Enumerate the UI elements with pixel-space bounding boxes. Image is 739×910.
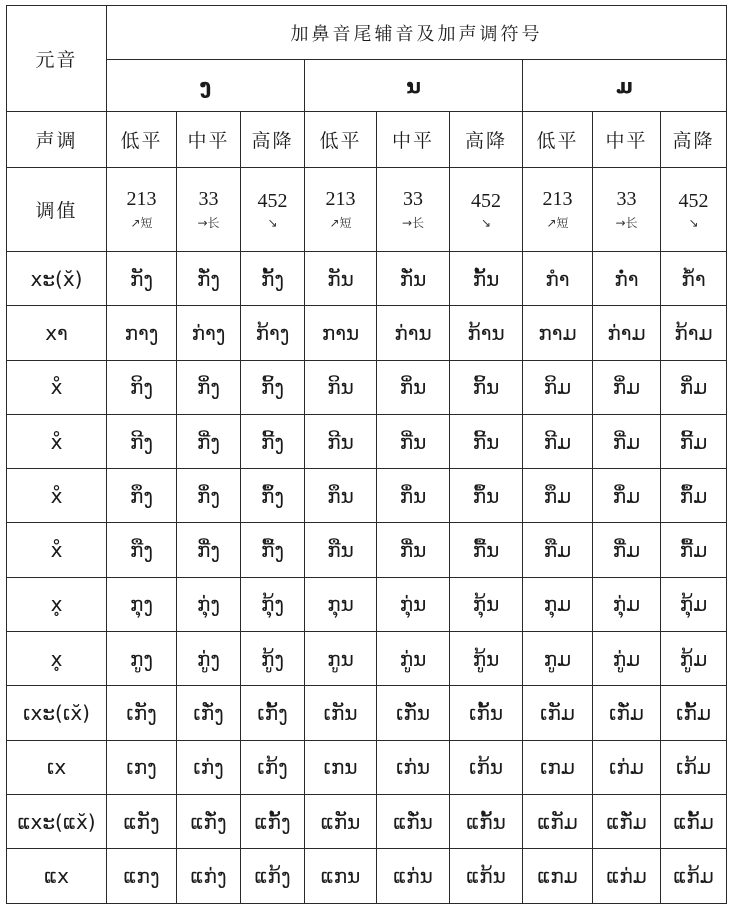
final-header-m: ມ <box>523 60 727 112</box>
syllable-table <box>6 5 727 904</box>
syllable-cell: ເກັ່ມ <box>593 686 661 740</box>
tone-value-cell <box>107 168 177 252</box>
syllable-cell: ກຶມ <box>523 469 593 523</box>
syllable-cell: ກິ່ນ <box>377 360 450 414</box>
vowel-cell: x̥ <box>7 577 107 631</box>
tone-name-cell: 中平 <box>593 112 661 168</box>
syllable-cell: ກຶ້ມ <box>661 469 727 523</box>
tone-name-cell: 高降 <box>450 112 523 168</box>
syllable-cell: ກຶ່ນ <box>377 469 450 523</box>
syllable-cell: ກ້ໍາ <box>661 252 727 306</box>
tone-value-number: 452 <box>678 189 709 212</box>
vowel-cell: x̊ <box>7 523 107 577</box>
tone-value-cell <box>377 168 450 252</box>
table-row <box>7 523 727 577</box>
syllable-cell: ກີ່ນ <box>377 414 450 468</box>
table-title: 加鼻音尾辅音及加声调符号 <box>107 6 727 60</box>
table-row <box>7 740 727 794</box>
tone-name-cell: 高降 <box>241 112 305 168</box>
syllable-cell: ກັ່ງ <box>177 252 241 306</box>
syllable-cell: ກີນ <box>305 414 377 468</box>
syllable-cell: ເກັ້ງ <box>241 686 305 740</box>
syllable-cell: ເກັມ <box>523 686 593 740</box>
syllable-cell: ກຸ້ງ <box>241 577 305 631</box>
syllable-cell: ກູນ <box>305 632 377 686</box>
table-row <box>7 794 727 848</box>
table-row <box>7 577 727 631</box>
vowel-cell: xາ <box>7 306 107 360</box>
tone-name-cell: 中平 <box>177 112 241 168</box>
syllable-cell: ກ້ານ <box>450 306 523 360</box>
syllable-cell: ກືນ <box>305 523 377 577</box>
syllable-cell: ເກັ້ມ <box>661 686 727 740</box>
tone-name-cell: 高降 <box>661 112 727 168</box>
table-row <box>7 414 727 468</box>
syllable-cell: ກຶ້ງ <box>241 469 305 523</box>
syllable-cell: ກື່ນ <box>377 523 450 577</box>
syllable-cell: ແກັ້ນ <box>450 794 523 848</box>
syllable-cell: ກີ້ນ <box>450 414 523 468</box>
syllable-cell: ກູ້ນ <box>450 632 523 686</box>
tone-value-cell <box>593 168 661 252</box>
table-row <box>7 686 727 740</box>
final-header-ng: ງ <box>107 60 305 112</box>
syllable-cell: ແກມ <box>523 849 593 903</box>
syllable-cell: ແກັ່ງ <box>177 794 241 848</box>
tone-contour-symbol: →长 <box>615 216 638 230</box>
syllable-cell: ເກມ <box>523 740 593 794</box>
syllable-cell: ແກນ <box>305 849 377 903</box>
syllable-cell: ກ່ານ <box>377 306 450 360</box>
tone-value-cell <box>177 168 241 252</box>
tone-row-label: 声调 <box>7 112 107 168</box>
syllable-cell: ກູມ <box>523 632 593 686</box>
syllable-cell: ກູ່ງ <box>177 632 241 686</box>
syllable-cell: ກ້າມ <box>661 306 727 360</box>
syllable-cell: ແກ່ງ <box>177 849 241 903</box>
table-row <box>7 360 727 414</box>
vowel-cell: x̊ <box>7 469 107 523</box>
tone-value-number: 213 <box>126 188 157 210</box>
syllable-cell: ເກນ <box>305 740 377 794</box>
syllable-cell: ກີ່ມ <box>593 414 661 468</box>
tone-value-cell <box>661 168 727 252</box>
syllable-cell: ກຸ່ມ <box>593 577 661 631</box>
syllable-cell: ເກັງ <box>107 686 177 740</box>
syllable-cell: ແກ້ນ <box>450 849 523 903</box>
syllable-cell: ກິ່ມ <box>593 360 661 414</box>
table-row <box>7 632 727 686</box>
syllable-cell: ກີ້ງ <box>241 414 305 468</box>
syllable-cell: ເກັ່ງ <box>177 686 241 740</box>
tone-name-cell: 中平 <box>377 112 450 168</box>
syllable-cell: ແກງ <box>107 849 177 903</box>
syllable-cell: ກືມ <box>523 523 593 577</box>
syllable-cell: ກິ້ນ <box>450 360 523 414</box>
tone-contour-symbol: →长 <box>197 216 220 230</box>
syllable-cell: ເກັ້ນ <box>450 686 523 740</box>
tone-contour-symbol: ↘ <box>688 215 699 230</box>
syllable-cell: ກິ່ມ <box>661 360 727 414</box>
syllable-cell: ເກ່ນ <box>377 740 450 794</box>
tone-value-number: 33 <box>403 188 423 210</box>
syllable-cell: ກື່ງ <box>177 523 241 577</box>
syllable-cell: ກູ່ມ <box>593 632 661 686</box>
syllable-cell: ກຶ່ງ <box>177 469 241 523</box>
tone-value-row-label: 调值 <box>7 168 107 252</box>
syllable-cell: ເກ້ນ <box>450 740 523 794</box>
syllable-cell: ແກັງ <box>107 794 177 848</box>
tone-contour-symbol: ↘ <box>267 215 278 230</box>
syllable-cell: ກືງ <box>107 523 177 577</box>
syllable-cell: ກີ່ງ <box>177 414 241 468</box>
syllable-cell: ກຸມ <box>523 577 593 631</box>
syllable-cell: ກື້ນ <box>450 523 523 577</box>
tone-contour-symbol: ↗短 <box>130 216 153 230</box>
table-row <box>7 469 727 523</box>
syllable-cell: ແກັ້ມ <box>661 794 727 848</box>
syllable-cell: ແກັ່ນ <box>377 794 450 848</box>
syllable-cell: ກຶ້ນ <box>450 469 523 523</box>
syllable-cell: ແກ້ງ <box>241 849 305 903</box>
syllable-cell: ກຸງ <box>107 577 177 631</box>
syllable-cell: ກ້າງ <box>241 306 305 360</box>
tone-value-number: 213 <box>542 188 573 210</box>
syllable-cell: ກື້ງ <box>241 523 305 577</box>
syllable-cell: ກຸນ <box>305 577 377 631</box>
tone-value-number: 452 <box>257 189 288 212</box>
syllable-cell: ກິ່ງ <box>177 360 241 414</box>
tone-name-cell: 低平 <box>305 112 377 168</box>
syllable-cell: ເກງ <box>107 740 177 794</box>
syllable-cell: ແກ່ມ <box>593 849 661 903</box>
syllable-cell: ກິມ <box>523 360 593 414</box>
syllable-cell: ກິງ <box>107 360 177 414</box>
tone-value-cell <box>523 168 593 252</box>
tone-value-cell <box>241 168 305 252</box>
syllable-cell: ກຶນ <box>305 469 377 523</box>
vowel-cell: ເxະ(ເx̆) <box>7 686 107 740</box>
syllable-cell: ກ່ໍາ <box>593 252 661 306</box>
tone-value-number: 213 <box>325 188 356 210</box>
syllable-cell: ກາງ <box>107 306 177 360</box>
syllable-cell: ກາມ <box>523 306 593 360</box>
syllable-cell: ກີ້ມ <box>661 414 727 468</box>
vowel-cell: ແxະ(ແx̆) <box>7 794 107 848</box>
syllable-cell: ກູງ <box>107 632 177 686</box>
syllable-cell: ກື້ມ <box>661 523 727 577</box>
vowel-header-cell: 元音 <box>7 6 107 112</box>
syllable-cell: ກັນ <box>305 252 377 306</box>
syllable-cell: ການ <box>305 306 377 360</box>
tone-contour-symbol: ↘ <box>480 215 492 230</box>
syllable-cell: ແກ່ນ <box>377 849 450 903</box>
syllable-cell: ເກັ່ນ <box>377 686 450 740</box>
tone-name-cell: 低平 <box>523 112 593 168</box>
syllable-cell: ເກ່ງ <box>177 740 241 794</box>
tone-contour-symbol: ↗短 <box>546 216 569 230</box>
syllable-cell: ກຶ່ມ <box>593 469 661 523</box>
tone-value-number: 452 <box>471 189 501 212</box>
vowel-cell: ເx <box>7 740 107 794</box>
syllable-cell: ກັ້ນ <box>450 252 523 306</box>
syllable-cell: ກູ້ມ <box>661 632 727 686</box>
table-row <box>7 252 727 306</box>
vowel-cell: x̊ <box>7 414 107 468</box>
table-row <box>7 306 727 360</box>
syllable-cell: ກຸ້ມ <box>661 577 727 631</box>
syllable-cell: ກື່ມ <box>593 523 661 577</box>
syllable-cell: ກັ່ນ <box>377 252 450 306</box>
syllable-cell: ກັງ <box>107 252 177 306</box>
syllable-cell: ເກ້ງ <box>241 740 305 794</box>
syllable-cell: ກ່າມ <box>593 306 661 360</box>
vowel-cell: xະ(x̆) <box>7 252 107 306</box>
syllable-cell: ກຸ້ນ <box>450 577 523 631</box>
vowel-cell: x̥ <box>7 632 107 686</box>
syllable-cell: ກີມ <box>523 414 593 468</box>
syllable-cell: ເກ້ມ <box>661 740 727 794</box>
syllable-cell: ແກັ່ມ <box>593 794 661 848</box>
syllable-cell: ກໍາ <box>523 252 593 306</box>
final-header-n: ນ <box>305 60 523 112</box>
tone-value-cell <box>305 168 377 252</box>
tone-contour-symbol: ↗短 <box>329 216 352 230</box>
tone-contour-symbol: →长 <box>401 216 425 230</box>
tone-value-number: 33 <box>198 188 219 210</box>
vowel-cell: x̊ <box>7 360 107 414</box>
tone-value-number: 33 <box>616 188 637 210</box>
tone-value-cell <box>450 168 523 252</box>
syllable-cell: ກູ້ງ <box>241 632 305 686</box>
vowel-cell: ແx <box>7 849 107 903</box>
syllable-cell: ແກ້ມ <box>661 849 727 903</box>
syllable-cell: ກັ້ງ <box>241 252 305 306</box>
syllable-cell: ກິ້ງ <box>241 360 305 414</box>
syllable-cell: ກຶງ <box>107 469 177 523</box>
tone-name-cell: 低平 <box>107 112 177 168</box>
syllable-cell: ເກ່ມ <box>593 740 661 794</box>
syllable-cell: ແກັມ <box>523 794 593 848</box>
syllable-cell: ແກັນ <box>305 794 377 848</box>
syllable-cell: ກ່າງ <box>177 306 241 360</box>
syllable-cell: ກຸ່ນ <box>377 577 450 631</box>
syllable-cell: ກິນ <box>305 360 377 414</box>
syllable-cell: ກີງ <box>107 414 177 468</box>
syllable-cell: ແກັ້ງ <box>241 794 305 848</box>
syllable-cell: ກຸ່ງ <box>177 577 241 631</box>
syllable-cell: ເກັນ <box>305 686 377 740</box>
syllable-cell: ກູ່ນ <box>377 632 450 686</box>
table-row <box>7 849 727 903</box>
